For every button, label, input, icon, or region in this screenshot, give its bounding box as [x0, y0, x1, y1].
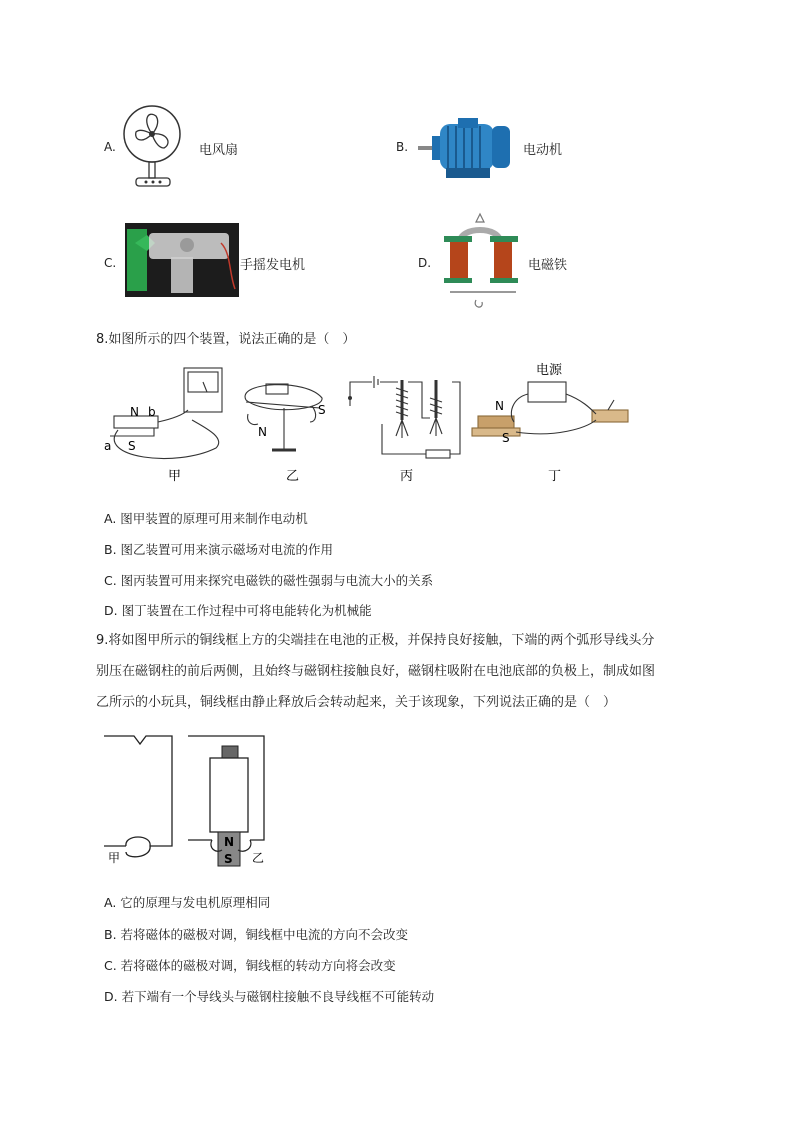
q8-choice-c[interactable]: C. 图丙装置可用来探究电磁铁的磁性强弱与电流大小的关系 — [104, 573, 434, 588]
option-b-label: 电动机 — [523, 143, 563, 158]
q8-choice-a[interactable]: A. 图甲装置的原理可用来制作电动机 — [104, 511, 308, 526]
bing-caption: 丙 — [400, 469, 414, 484]
jia-S: S — [128, 439, 136, 453]
ding-N: N — [495, 399, 504, 413]
yi-S: S — [318, 403, 326, 417]
q9-choice-c[interactable]: C. 若将磁体的磁极对调，铜线框的转动方向将会改变 — [104, 958, 396, 973]
q9-stem-line-1: 9.将如图甲所示的铜线框上方的尖端挂在电池的正极，并保持良好接触，下端的两个弧形导线头分 — [96, 633, 655, 648]
q9-S: S — [224, 852, 233, 866]
q8-stem: 8.如图所示的四个装置，说法正确的是（ ） — [96, 332, 356, 347]
fan-icon — [122, 102, 186, 190]
jia-N: N — [130, 405, 139, 419]
jia-a: a — [104, 439, 112, 453]
q9-jia-caption: 甲 — [108, 851, 121, 865]
figure-bing — [350, 376, 460, 458]
q9-choice-d[interactable]: D. 若下端有一个导线头与磁钢柱接触不良导线框不可能转动 — [104, 989, 435, 1004]
q9-N: N — [224, 835, 235, 849]
hand-generator-icon — [125, 223, 239, 297]
jia-caption: 甲 — [168, 469, 182, 484]
option-c-letter: C. — [104, 256, 117, 270]
jia-b: b — [148, 405, 156, 419]
option-c-label: 手摇发电机 — [240, 258, 306, 273]
q9-stem-line-2: 别压在磁钢柱的前后两侧，且始终与磁钢柱接触良好，磁钢柱吸附在电池底部的负极上，制成如图 — [96, 664, 656, 679]
q9-yi-caption: 乙 — [252, 851, 265, 865]
option-b-letter: B. — [396, 140, 409, 154]
option-a-label: 电风扇 — [199, 143, 239, 158]
option-d-letter: D. — [418, 256, 432, 270]
q8-choice-d[interactable]: D. 图丁装置在工作过程中可将电能转化为机械能 — [104, 603, 372, 618]
jia-frame — [104, 736, 172, 846]
q9-stem-line-3: 乙所示的小玩具，铜线框由静止释放后会转动起来，关于该现象，下列说法正确的是（ ） — [96, 695, 617, 710]
q9-choice-b[interactable]: B. 若将磁体的磁极对调，铜线框中电流的方向不会改变 — [104, 927, 409, 942]
option-a-letter: A. — [104, 140, 116, 154]
yi-caption: 乙 — [286, 469, 300, 484]
q9-choice-a[interactable]: A. 它的原理与发电机原理相同 — [104, 895, 271, 910]
electromagnet-icon — [436, 206, 528, 318]
q9-stem — [96, 631, 706, 724]
motor-icon — [418, 112, 514, 182]
q8-choice-b[interactable]: B. 图乙装置可用来演示磁场对电流的作用 — [104, 542, 334, 557]
figure-yi — [245, 384, 322, 450]
ding-caption: 丁 — [548, 469, 562, 484]
figure-jia — [110, 368, 222, 458]
q8-figure — [96, 358, 656, 488]
q9-figure — [100, 730, 280, 870]
yi-N: N — [258, 425, 267, 439]
option-d-label: 电磁铁 — [528, 258, 568, 273]
ding-S: S — [502, 431, 510, 445]
ding-power: 电源 — [536, 363, 563, 378]
